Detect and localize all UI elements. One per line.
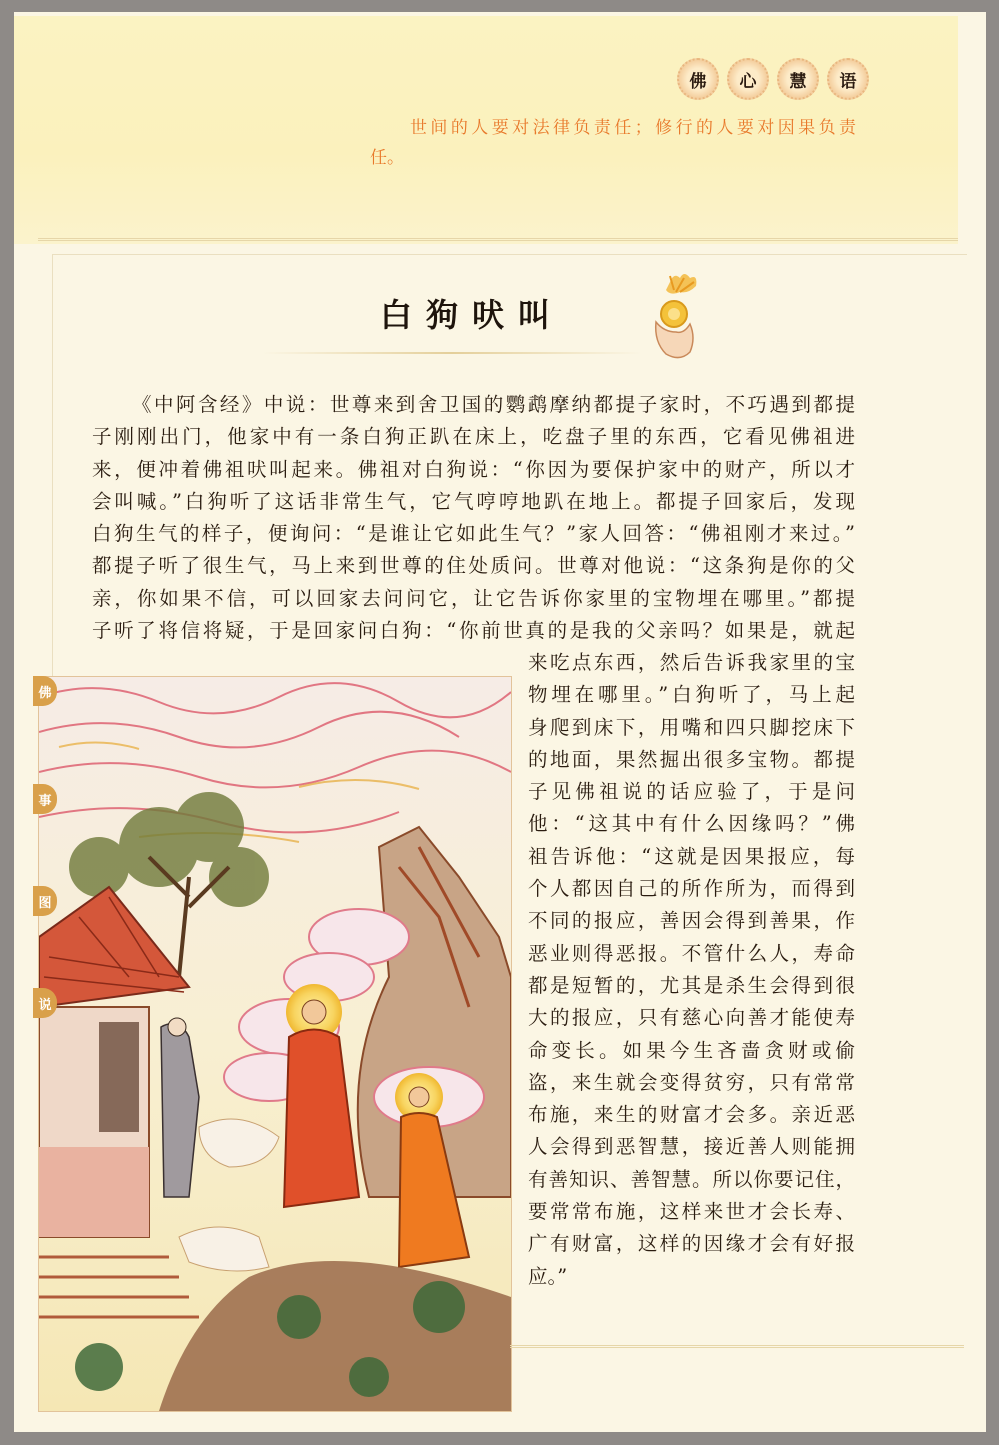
text-line: 布施，来生的财富才会多。亲近恶 <box>528 1103 855 1127</box>
text-line: 要常常布施，这样来世才会长寿、 <box>528 1200 855 1224</box>
text-line: 《中阿含经》中说：世尊来到舍卫国的鹦鹉摩纳都提子家时，不巧遇到都提 <box>132 393 855 416</box>
badge: 佛 <box>677 58 719 100</box>
text-line: 白狗生气的样子，便询问：“是谁让它如此生气？”家人回答：“佛祖刚才来过。” <box>92 522 855 546</box>
text-line: 他：“这其中有什么因缘吗？”佛 <box>528 812 855 836</box>
hand-holding-flame-icon <box>640 272 710 364</box>
badge: 心 <box>727 58 769 100</box>
text-line: 来，便冲着佛祖吠叫起来。佛祖对白狗说：“你因为要保护家中的财产，所以才 <box>92 457 855 481</box>
text-line: 亲，你如果不信，可以回家去问问它，让它告诉你家里的宝物埋在哪里。”都提 <box>92 586 855 610</box>
text-line: 命变长。如果今生吝啬贪财或偷 <box>528 1038 855 1062</box>
bottom-rule <box>510 1345 964 1354</box>
badge: 慧 <box>777 58 819 100</box>
quote-text <box>370 113 856 173</box>
text-line: 大的报应，只有慈心向善才能使寿 <box>528 1006 855 1030</box>
text-line: 来吃点东西，然后告诉我家里的宝 <box>528 651 855 674</box>
buddhist-illustration <box>38 676 512 1412</box>
tab-label: 说 <box>33 988 57 1018</box>
text-line: 子听了将信将疑，于是回家问白狗：“你前世真的是我的父亲吗？如果是，就起 <box>92 619 855 643</box>
text-line: 身爬到床下，用嘴和四只脚挖床下 <box>528 715 855 739</box>
text-line: 个人都因自己的所作所为，而得到 <box>528 877 855 901</box>
text-line: 都是短暂的，尤其是杀生会得到很 <box>528 973 855 997</box>
article-title: 白狗吠叫 <box>380 296 565 334</box>
text-line: 子刚刚出门，他家中有一条白狗正趴在床上，吃盘子里的东西，它看见佛祖进 <box>92 425 855 449</box>
badge: 语 <box>827 58 869 100</box>
quote-line: 任。 <box>370 148 404 168</box>
text-line: 物埋在哪里。”白狗听了，马上起 <box>528 683 855 707</box>
tab-label: 图 <box>33 886 57 916</box>
text-line: 广有财富，这样的因缘才会有好报 <box>528 1232 855 1256</box>
text-line: 恶业则得恶报。不管什么人，寿命 <box>528 941 855 965</box>
text-line: 盗，来生就会变得贫穷，只有常常 <box>528 1070 855 1094</box>
article-paragraph <box>92 389 855 647</box>
text-line: 人会得到恶智慧，接近善人则能拥 <box>528 1135 855 1159</box>
text-line: 子见佛祖说的话应验了，于是问 <box>528 780 855 804</box>
section-badges <box>677 58 869 100</box>
title-divider <box>262 352 642 354</box>
text-line: 会叫喊。”白狗听了这话非常生气，它气哼哼地趴在地上。都提子回家后，发现 <box>92 489 855 513</box>
tab-label: 事 <box>33 784 57 814</box>
text-line: 应。” <box>528 1264 568 1288</box>
text-line: 祖告诉他：“这就是因果报应，每 <box>528 844 855 868</box>
tab-label: 佛 <box>33 676 57 706</box>
text-line: 不同的报应，善因会得到善果，作 <box>528 909 855 933</box>
text-line: 都提子听了很生气，马上来到世尊的住处质问。世尊对他说：“这条狗是你的父 <box>92 554 855 578</box>
article-column <box>528 647 855 1293</box>
text-line: 有善知识、善智慧。所以你要记住， <box>528 1167 855 1191</box>
quote-line: 世间的人要对法律负责任；修行的人要对因果负责 <box>410 118 856 138</box>
text-line: 的地面，果然掘出很多宝物。都提 <box>528 747 855 771</box>
